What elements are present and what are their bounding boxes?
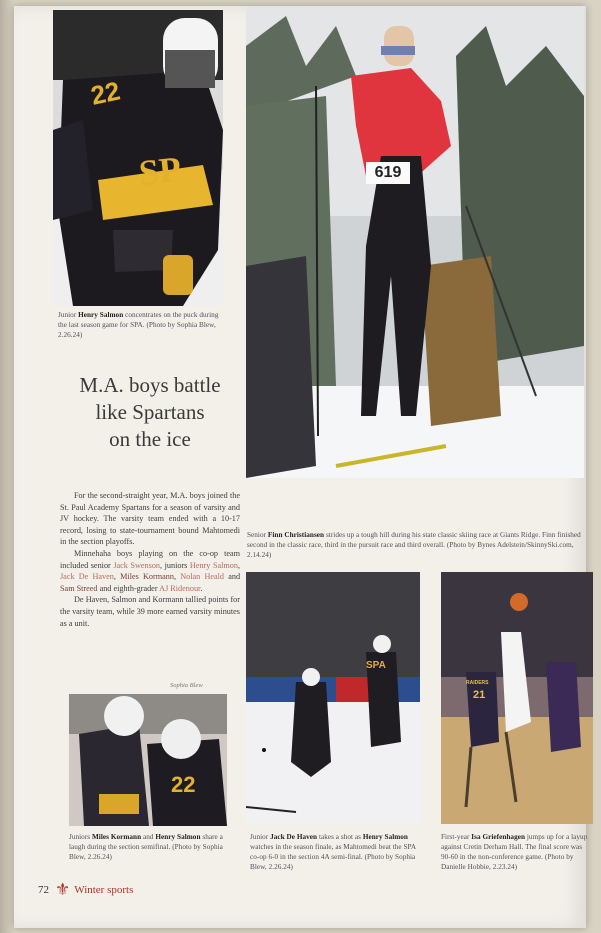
headline-line-1: M.A. boys battle <box>79 373 221 397</box>
jersey-logo: SPA <box>366 660 386 671</box>
photo-kormann-salmon <box>69 694 227 826</box>
jersey-number: 21 <box>473 689 486 701</box>
section-title: Winter sports <box>74 883 134 896</box>
caption-griefenhagen: First-year Isa Griefenhagen jumps up for a layup against Cretin Derham Hall. The final score was 90-60 in the non-conference game. (Photo by Danielle Hobbie, 2.23.24) <box>441 833 588 871</box>
jersey-logo: SP <box>137 148 183 194</box>
article-paragraph-2: Minnehaha boys playing on the co-op team included senior Jack Swenson, juniors Henry Salmon, Jack De Haven, Miles Kormann, Nolan Heald and Sam Streed and eighth-grader AJ Ridenour. <box>60 548 241 593</box>
page-number: 72 <box>38 883 49 896</box>
jersey-number: 22 <box>88 75 123 111</box>
article-paragraph-3: De Haven, Salmon and Kormann tallied points for the varsity team, while 39 more earned varsity minutes as a unit. <box>60 595 240 628</box>
caption-salmon-closeup: Junior Henry Salmon concentrates on the puck during the last season game for SPA. (Photo by Sophia Blew, 2.26.24) <box>58 311 219 339</box>
caption-kormann-salmon: Juniors Miles Kormann and Henry Salmon share a laugh during the section semifinal. (Photo by Sophia Blew, 2.26.24) <box>69 833 223 861</box>
photo-de-haven-shot <box>246 572 420 824</box>
race-bib: 619 <box>366 162 410 184</box>
page-footer <box>38 881 133 898</box>
jersey-text: RAIDERS <box>466 680 489 686</box>
photo-christiansen-skiing <box>246 6 584 478</box>
article-paragraph-1: For the second-straight year, M.A. boys joined the St. Paul Academy Spartans for a season of varsity and JV hockey. The varsity team ended with a 10-17 record, losing to state-tournament bound Mahtomedi in the section playoffs. <box>60 491 240 547</box>
headline-line-3: on the ice <box>109 427 191 451</box>
article-byline: Sophia Blew <box>170 682 203 689</box>
photo-salmon-closeup <box>53 10 223 306</box>
article-headline <box>70 372 230 453</box>
jersey-number: 22 <box>171 772 196 797</box>
headline-line-2: like Spartans <box>95 400 205 424</box>
photo-griefenhagen-layup <box>441 572 593 824</box>
caption-christiansen: Senior Finn Christiansen strides up a tough hill during his state classic skiing race at Giants Ridge. Finn finished second in the classic race, third in the pursuit race and third overall. (Photo by Bynes Adelstein/SkinnySki.com, 2.14.24) <box>247 531 581 559</box>
article-body <box>60 490 240 629</box>
page-gutter-shadow <box>0 0 14 933</box>
fleur-de-lis-icon: ⚜ <box>55 880 71 899</box>
caption-de-haven: Junior Jack De Haven takes a shot as Henry Salmon watches in the season finale, as Mahtomedi beat the SPA co-op 6-0 in the section 4A semi-final. (Photo by Sophia Blew, 2.26.24) <box>250 833 416 871</box>
